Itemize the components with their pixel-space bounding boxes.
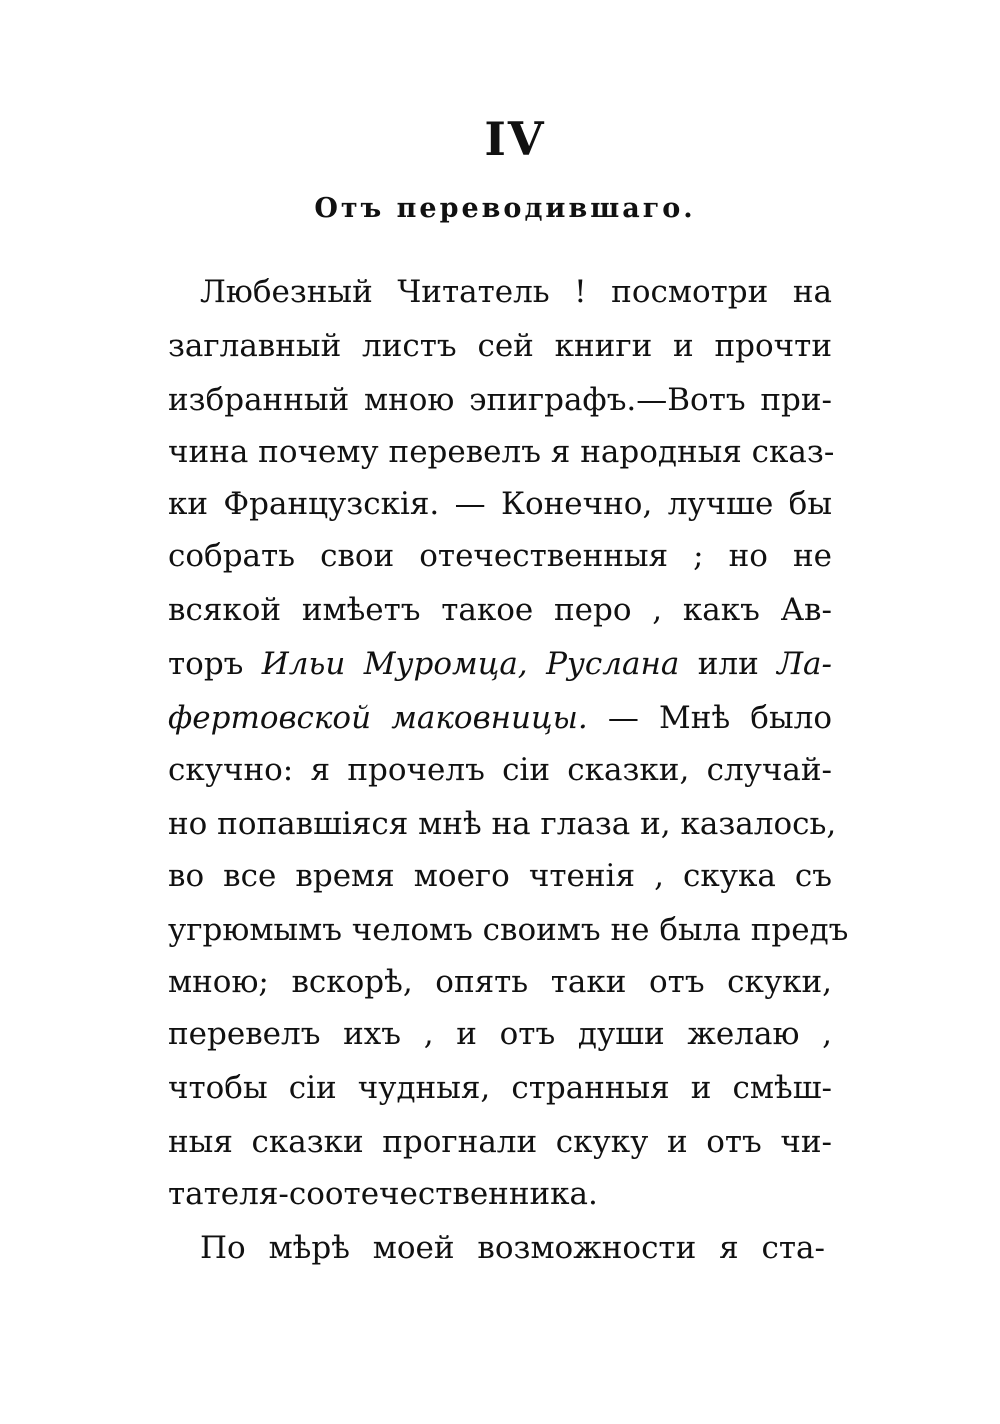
text-line: но попавшіяся мнѣ на глаза и, казалось, — [168, 806, 837, 842]
text-line: перевелъ ихъ , и отъ души желаю , — [168, 1016, 832, 1052]
text-line: чтобы сіи чудныя, странныя и смѣш- — [168, 1070, 832, 1106]
text-line: избранный мною эпиграфъ.—Вотъ при- — [168, 382, 832, 418]
text-line: во все время моего чтенія , скука съ — [168, 858, 832, 894]
text-line: угрюмымъ челомъ своимъ не была предъ — [168, 912, 849, 948]
page-number: IV — [484, 112, 546, 166]
text-run: или — [679, 646, 778, 682]
section-heading: Отъ переводившаго. — [314, 193, 696, 224]
text-run: — Мнѣ было — [587, 700, 832, 736]
italic-title-ilya-muromets: Ильи Муромца, — [261, 646, 528, 682]
text-line: мною; вскорѣ, опять таки отъ скуки, — [168, 964, 832, 1000]
italic-title-makovnitsa: фертовской маковницы. — [168, 700, 588, 736]
text-line: По мѣрѣ моей возможности я ста- — [200, 1230, 825, 1266]
text-line: заглавный листъ сей книги и прочти — [168, 328, 832, 364]
text-line: ныя сказки прогнали скуку и отъ чи- — [168, 1124, 832, 1160]
text-line-mixed — [168, 692, 832, 744]
text-line: всякой имѣетъ такое перо , какъ Ав- — [168, 592, 832, 628]
text-run: торъ — [168, 646, 262, 682]
text-line-last: тателя-соотечественника. — [168, 1176, 598, 1212]
text-line-mixed — [168, 638, 832, 690]
text-run — [528, 646, 546, 682]
text-line: скучно: я прочелъ сіи сказки, случай- — [168, 752, 832, 788]
text-line: чина почему перевелъ я народныя сказ- — [168, 434, 835, 470]
text-line: ки Французскія. — Конечно, лучше бы — [168, 486, 832, 522]
text-line: собрать свои отечественныя ; но не — [168, 538, 832, 574]
italic-title-ruslan: Руслана — [546, 646, 680, 682]
text-line: Любезный Читатель ! посмотри на — [200, 274, 832, 310]
italic-title-lafertovskaya: Ла- — [777, 646, 832, 682]
